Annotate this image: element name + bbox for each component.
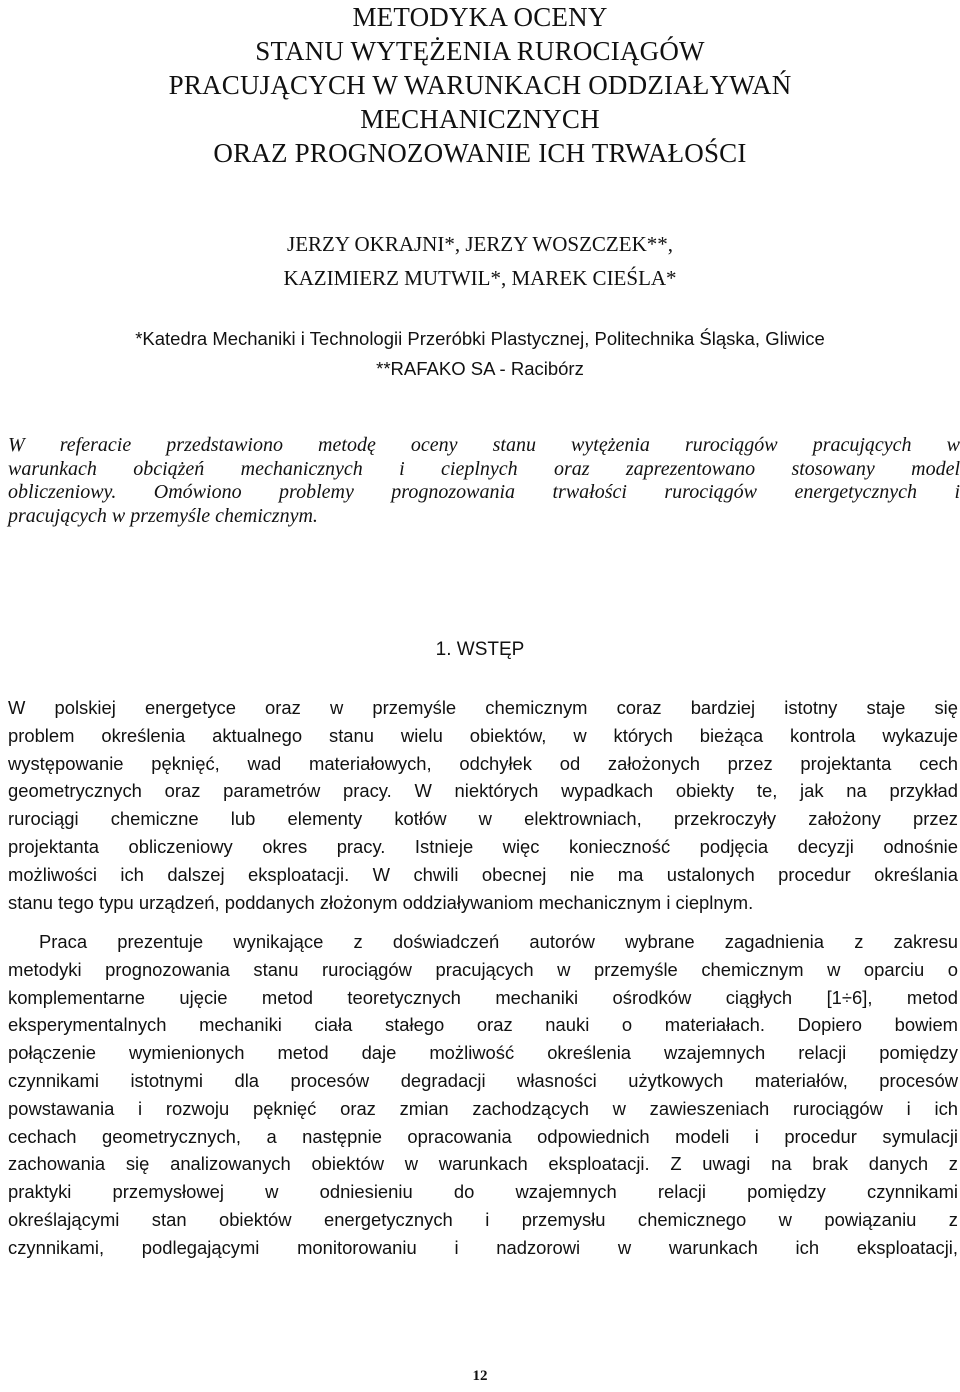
paragraph-1 [8, 694, 958, 916]
title-line: ORAZ PROGNOZOWANIE ICH TRWAŁOŚCI [213, 138, 747, 168]
section-heading: 1. WSTĘP [435, 639, 525, 660]
paragraph-line: komplementarne ujęcie metod teoretycznych mechaniki ośrodków ciągłych [1÷6], metod [8, 986, 958, 1008]
paragraph-line: metodyki prognozowania stanu rurociągów pracujących w przemyśle chemicznym w oparciu o [8, 958, 958, 980]
author-line: KAZIMIERZ MUTWIL*, MAREK CIEŚLA* [283, 266, 677, 290]
paragraph-line: połączenie wymienionych metod daje możliwość określenia wzajemnych relacji pomiędzy [8, 1042, 958, 1064]
paragraph-line: praktyki przemysłowej w odniesieniu do wzajemnych relacji pomiędzy czynnikami [8, 1181, 958, 1203]
paragraph-line: W polskiej energetyce oraz w przemyśle chemicznym coraz bardziej istotny staje się [8, 697, 958, 718]
paper-title [0, 0, 960, 170]
abstract-line: warunkach obciążeń mechanicznych i cieplnych oraz zaprezentowano stosowany model [8, 457, 960, 480]
abstract-line: pracujących w przemyśle chemicznym. [8, 504, 318, 527]
abstract-line: W referacie przedstawiono metodę oceny stanu wytężenia rurociągów pracujących w [8, 434, 960, 456]
paragraph-line: eksperymentalnych mechaniki ciała stałego oraz nauki o materiałach. Dopiero bowiem [8, 1014, 958, 1036]
abstract-line: obliczeniowy. Omówiono problemy prognozowania trwałości rurociągów energetycznych i [8, 481, 960, 503]
paragraph-line: możliwości ich dalszej eksploatacji. W chwili obecnej nie ma ustalonych procedur określania [8, 863, 958, 885]
paragraph-line: występowanie pęknięć, wad materiałowych, odchyłek od założonych przez projektanta cech [8, 752, 958, 774]
affiliation-line: **RAFAKO SA - Racibórz [376, 358, 584, 379]
paragraph-line: cechach geometrycznych, a następnie opracowania odpowiednich modeli i procedur symulacji [8, 1125, 958, 1147]
paragraph-line: stanu tego typu urządzeń, poddanych złożonym oddziaływaniom mechanicznym i cieplnym. [8, 891, 754, 913]
paragraph-line: rurociągi chemiczne lub elementy kotłów w elektrowniach, przekroczyły założony przez [8, 808, 958, 830]
page-number: 12 [472, 1368, 488, 1384]
affiliations [0, 324, 960, 384]
paragraph-line: określającymi stan obiektów energetycznych i przemysłu chemicznego w powiązaniu z [8, 1208, 958, 1230]
paragraph-line: powstawania i rozwoju pęknięć oraz zmian zachodzących w zawieszeniach rurociągów i ich [8, 1097, 958, 1119]
paragraph-line: problem określenia aktualnego stanu wielu obiektów, w których bieżąca kontrola wykazuje [8, 724, 958, 746]
title-line: PRACUJĄCYCH W WARUNKACH ODDZIAŁYWAŃ [168, 70, 792, 100]
author-line: JERZY OKRAJNI*, JERZY WOSZCZEK**, [287, 232, 673, 256]
title-line: STANU WYTĘŻENIA RUROCIĄGÓW [255, 36, 705, 66]
authors [0, 227, 960, 295]
abstract [8, 434, 960, 528]
paragraph-line: Praca prezentuje wynikające z doświadczeń autorów wybrane zagadnienia z zakresu [39, 931, 958, 952]
paragraph-line: geometrycznych oraz parametrów pracy. W niektórych wypadkach obiekty te, jak na przykład [8, 780, 958, 802]
title-line: METODYKA OCENY [352, 2, 608, 32]
paragraph-2 [8, 928, 958, 1262]
paragraph-line: czynnikami istotnymi dla procesów degradacji własności użytkowych materiałów, procesów [8, 1069, 958, 1091]
paragraph-line: czynnikami, podlegającymi monitorowaniu i nadzorowi w warunkach ich eksploatacji, [8, 1236, 958, 1258]
paragraph-line: zachowania się analizowanych obiektów w warunkach eksploatacji. Z uwagi na brak danych z [8, 1153, 958, 1175]
title-line: MECHANICZNYCH [360, 104, 600, 134]
affiliation-line: *Katedra Mechaniki i Technologii Przeróbki Plastycznej, Politechnika Śląska, Gliwice [135, 328, 825, 349]
paragraph-line: projektanta obliczeniowy okres pracy. Istnieje więc konieczność podjęcia decyzji odnośnie [8, 835, 958, 857]
